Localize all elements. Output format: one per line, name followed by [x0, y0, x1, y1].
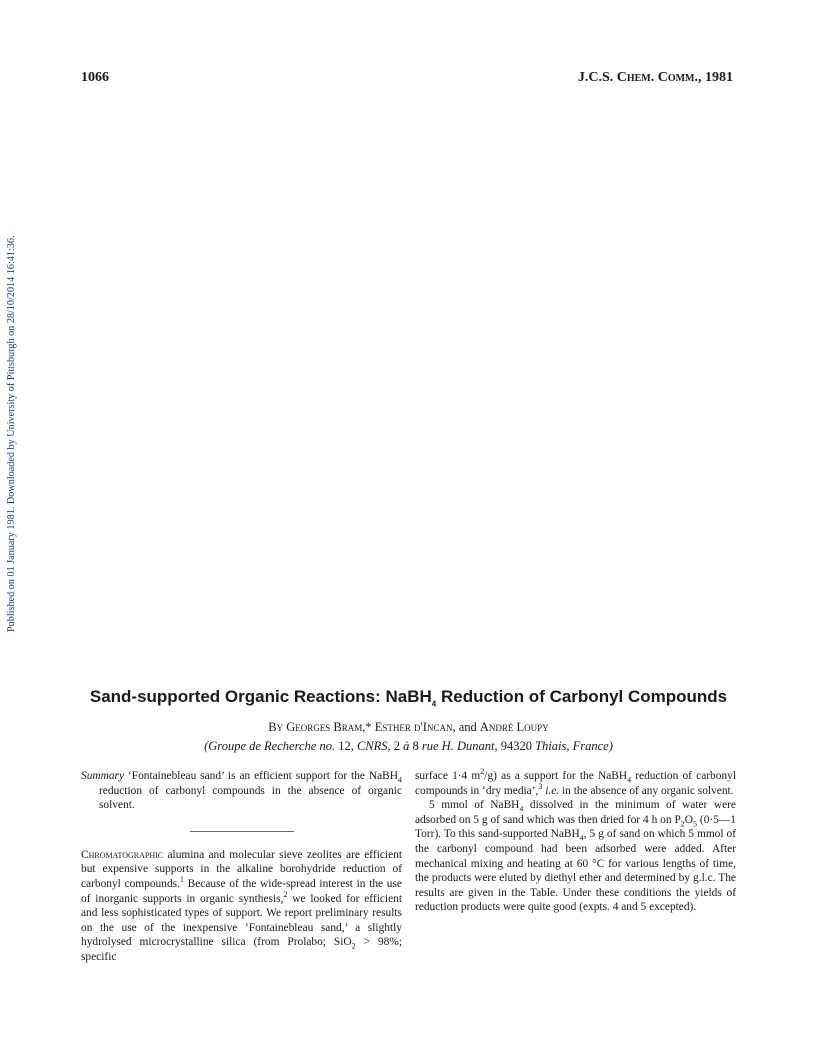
author-line: By Georges Bram,* Esther d'Incan, and André Loupy — [268, 720, 549, 734]
body-paragraph-1: Chromatographic alumina and molecular sieve zeolites are efficient but expensive supports in the alkaline borohydride reduction of carbonyl compounds.$^1$ Because of the wide-spread interest in the use of inorganic supports in organic synthesis,$^2$ we looked for efficient and less sophisticated types of support. We report preliminary results on the use of the inexpensive ‘Fontainebleau sand,’ a slightly hydrolysed microcrystalline silica (from Prolabo; SiO$_2$ > 98%; specific — [81, 848, 402, 963]
article-title: Sand-supported Organic Reactions: NaBH$_4$ Reduction of Carbonyl Compounds — [89, 687, 728, 709]
body-paragraph-1-continued: surface 1·4 $m^2/g$) as a support for the NaBH$_4$ reduction of carbonyl compounds in ‘dry media’,$^3$ i.e. in the absence of any organic solvent. — [415, 767, 736, 797]
left-column — [81, 769, 402, 965]
affiliation: (Groupe de Recherche no. 12, CNRS, 2 à 8 rue H. Dunant, 94320 Thiais, France) — [204, 739, 613, 753]
author-dincan: Esther d'Incan, — [374, 720, 456, 734]
journal-reference: J.C.S. Chem. Comm., 1981 — [577, 70, 733, 85]
author-bram: Georges Bram, — [286, 720, 366, 734]
right-column — [415, 769, 736, 915]
author-loupy: André Loupy — [479, 720, 549, 734]
download-watermark — [4, 200, 18, 640]
body-paragraph-2: 5 mmol of NaBH$_4$ dissolved in the minimum of water were adsorbed on 5 g of sand which was then dried for 4 h on $P_2O_5$ (0·5—1 Torr). To this sand-supported NaBH$_4$, 5 g of sand on which 5 mmol of the carbonyl compound had been adsorbed were added. After mechanical mixing and heating at 60 °C for various lengths of time, the products were eluted by diethyl ether and determined by g.l.c. The results are given in the Table. Under these conditions the yields of reduction products were quite good (expts. 4 and 5 excepted). — [415, 799, 736, 914]
section-divider — [190, 831, 294, 832]
page-number: 1066 — [81, 70, 109, 85]
download-watermark-text: Published on 01 January 1981. Downloaded by University of Pittsburgh on 28/10/2014 16:41:36. — [6, 235, 17, 632]
summary: Summary ‘Fontainebleau sand’ is an efficient support for the NaBH$_4$ reduction of carbonyl compounds in the absence of organic solvent. — [81, 770, 402, 812]
